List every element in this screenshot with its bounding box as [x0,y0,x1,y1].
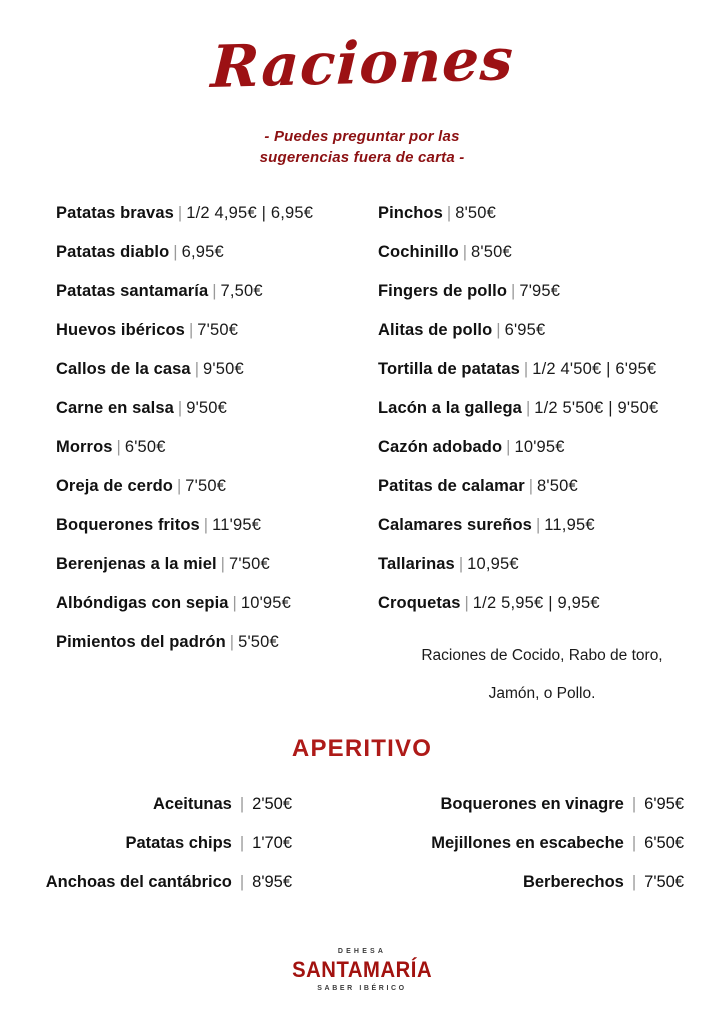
item-name: Cazón adobado [378,438,503,456]
menu-item [56,467,362,506]
item-name: Calamares sureños [378,516,532,534]
item-separator: | [446,204,452,222]
menu-item [378,194,724,233]
item-price: 11'95€ [212,516,262,534]
item-name: Carne en salsa [56,399,174,417]
item-price: 6'50€ [124,438,166,456]
item-price: 6'50€ [644,834,684,852]
menu-item [378,389,724,428]
menu-item [378,506,724,545]
menu-item [56,623,362,662]
item-price: 9'50€ [203,360,244,378]
item-separator: | [220,555,225,573]
item-name: Lacón a la gallega [378,399,522,417]
item-separator: | [194,360,199,378]
item-price: 1/2 4,95€ | 6,95€ [186,204,314,222]
menu-item [56,272,362,311]
item-name: Tallarinas [378,555,455,573]
aperitivo-item [0,785,292,824]
note-line-1: Raciones de Cocido, Rabo de toro, [421,647,663,664]
item-name: Patatas santamaría [56,282,209,300]
item-name: Pimientos del padrón [56,633,226,651]
item-name: Patatas diablo [56,243,170,261]
item-name: Croquetas [378,594,461,612]
raciones-left-column [0,194,362,662]
menu-item [56,311,362,350]
item-price: 1/2 5,95€ | 9,95€ [472,594,600,612]
item-name: Berberechos [522,873,624,891]
menu-item [378,584,724,623]
brand-name: SANTAMARÍA [291,957,433,982]
item-separator: | [458,555,464,573]
aperitivo-left-column [0,785,362,902]
item-name: Alitas de pollo [378,321,493,339]
aperitivo-item [362,824,684,863]
item-name: Pinchos [378,204,443,222]
item-name: Huevos ibéricos [56,321,185,339]
item-separator: | [464,594,469,612]
item-price: 7'50€ [185,477,227,495]
item-price: 1/2 5'50€ | 9'50€ [534,399,659,417]
item-price: 1/2 4'50€ | 6'95€ [532,360,657,378]
menu-item [56,233,362,272]
raciones-note [378,637,724,713]
item-price: 7'50€ [644,873,684,891]
aperitivo-item [362,785,684,824]
item-price: 7'50€ [197,321,239,339]
item-price: 11,95€ [544,516,595,534]
aperitivo-item [362,863,684,902]
item-separator: | [176,477,182,495]
item-separator: | [631,873,637,891]
item-name: Patatas bravas [56,204,174,222]
item-separator: | [239,834,245,852]
menu-item [56,428,362,467]
item-separator: | [177,399,183,417]
menu-item [378,272,724,311]
page-title: Raciones [209,24,515,102]
item-price: 8'50€ [537,477,578,495]
item-separator: | [528,477,534,495]
menu-item [56,545,362,584]
item-separator: | [525,399,531,417]
brand-tagline-top: DEHESA [337,948,387,955]
item-price: 7,50€ [220,282,263,300]
item-price: 10'95€ [240,594,292,612]
item-separator: | [506,438,511,456]
item-price: 9'50€ [186,399,228,417]
title-block [0,0,724,102]
aperitivo-columns [0,785,724,902]
menu-item [378,311,724,350]
item-separator: | [173,243,178,261]
item-name: Aceitunas [152,795,232,813]
item-separator: | [239,873,245,891]
menu-item [56,350,362,389]
item-name: Fingers de pollo [378,282,508,300]
menu-item [378,545,724,584]
item-name: Patatas chips [125,834,232,852]
item-price: 1'70€ [252,834,292,852]
brand-tagline-bottom: SABER IBÉRICO [317,985,407,992]
item-separator: | [177,204,183,222]
item-price: 5'50€ [238,633,279,651]
raciones-columns [0,194,724,713]
item-price: 7'50€ [228,555,270,573]
menu-item [56,194,362,233]
item-name: Tortilla de patatas [378,360,520,378]
aperitivo-item [0,863,292,902]
footer-logo [0,947,724,994]
menu-item [56,506,362,545]
item-name: Anchoas del cantábrico [45,873,232,891]
subtitle-line-2: sugerencias fuera de carta - [259,149,465,166]
aperitivo-heading: APERITIVO [291,735,433,762]
item-separator: | [116,438,121,456]
menu-item [378,233,724,272]
item-separator: | [496,321,501,339]
item-price: 6,95€ [181,243,224,261]
item-name: Morros [56,438,113,456]
item-separator: | [188,321,194,339]
item-separator: | [239,795,245,813]
menu-item [56,389,362,428]
item-price: 10,95€ [467,555,519,573]
item-separator: | [203,516,209,534]
aperitivo-right-column [362,785,724,902]
aperitivo-item [0,824,292,863]
item-price: 2'50€ [252,795,292,813]
item-separator: | [462,243,468,261]
item-price: 8'50€ [455,204,497,222]
menu-item [378,467,724,506]
item-name: Mejillones en escabeche [431,834,624,852]
item-name: Boquerones fritos [56,516,200,534]
item-price: 10'95€ [514,438,565,456]
item-name: Patitas de calamar [378,477,525,495]
item-separator: | [535,516,541,534]
menu-item [378,350,724,389]
item-name: Cochinillo [378,243,459,261]
item-name: Boquerones en vinagre [440,795,624,813]
item-name: Berenjenas a la miel [56,555,217,573]
subtitle [0,126,724,168]
item-separator: | [229,633,235,651]
item-price: 7'95€ [519,282,561,300]
note-line-2: Jamón, o Pollo. [488,685,596,702]
item-separator: | [511,282,516,300]
raciones-right-column [362,194,724,713]
item-separator: | [232,594,237,612]
item-separator: | [631,795,637,813]
item-separator: | [523,360,529,378]
item-price: 6'95€ [504,321,546,339]
item-name: Albóndigas con sepia [56,594,229,612]
item-price: 6'95€ [644,795,684,813]
item-name: Oreja de cerdo [56,477,173,495]
item-price: 8'50€ [471,243,512,261]
item-separator: | [212,282,217,300]
subtitle-line-1: - Puedes preguntar por las [264,128,460,145]
item-separator: | [631,834,637,852]
menu-item [378,428,724,467]
item-name: Callos de la casa [56,360,191,378]
menu-item [56,584,362,623]
item-price: 8'95€ [252,873,292,891]
